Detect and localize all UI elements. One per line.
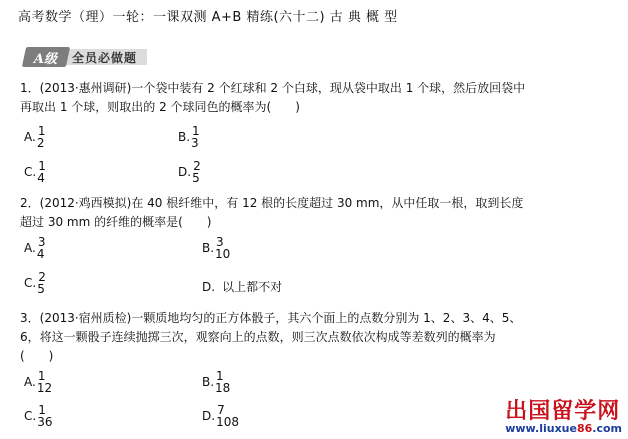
option-label: B. <box>202 241 215 255</box>
fraction: 3 10 <box>215 235 231 261</box>
question-1-line-2: 再取出 1 个球，则取出的 2 个球同色的概率为( ) <box>20 100 300 114</box>
q3-option-d <box>202 404 239 428</box>
q2-option-a <box>24 236 45 260</box>
option-text: 以上都不对 <box>222 280 283 294</box>
q3-option-a <box>24 370 52 394</box>
fraction: 1 12 <box>36 369 53 395</box>
question-3-line-3: ( ) <box>20 349 54 363</box>
q2-option-c <box>24 271 46 295</box>
question-2-line-1: 2．(2012·鸡西模拟)在 40 根纤维中，有 12 根的长度超过 30 mm，从中任取一根，取到长度 <box>20 196 524 210</box>
level-badge <box>24 46 147 68</box>
level-label: 全员必做题 <box>64 49 147 65</box>
fraction: 1 18 <box>215 369 231 395</box>
fraction: 1 3 <box>191 124 200 150</box>
option-label: D. <box>178 165 192 179</box>
fraction: 1 4 <box>37 159 46 185</box>
fraction: 1 2 <box>36 124 46 150</box>
q2-option-b <box>202 236 230 260</box>
q3-option-b <box>202 370 230 394</box>
q2-option-d <box>202 278 282 295</box>
option-label: D. <box>202 409 216 423</box>
fraction: 3 4 <box>36 235 46 261</box>
fraction: 1 36 <box>37 403 53 429</box>
q1-option-c <box>24 160 46 184</box>
option-label: B. <box>202 375 215 389</box>
option-label: D. <box>202 279 216 294</box>
option-label: A. <box>24 375 36 389</box>
level-tag <box>22 47 70 67</box>
fraction: 7 108 <box>216 403 239 429</box>
option-label: C. <box>24 409 37 423</box>
question-2-line-2: 超过 30 mm 的纤维的概率是( ) <box>20 215 212 229</box>
option-label: B. <box>178 130 191 144</box>
q1-option-d <box>178 160 201 184</box>
option-label: A. <box>24 130 36 144</box>
option-label: C. <box>24 276 37 290</box>
question-3-line-1: 3．(2013·宿州质检)一颗质地均匀的正方体骰子，其六个面上的点数分别为 1、2、3、4、5、 <box>20 311 522 325</box>
question-3-line-2: 6，将这一颗骰子连续抛掷三次，观察向上的点数，则三次点数依次构成等差数列的概率为 <box>20 330 496 344</box>
q3-option-c <box>24 404 52 428</box>
site-watermark <box>505 399 622 435</box>
option-label: C. <box>24 165 37 179</box>
question-1-line-1: 1．(2013·惠州调研)一个袋中装有 2 个红球和 2 个白球，现从袋中取出 1 个球，然后放回袋中 <box>20 81 526 95</box>
q1-option-b <box>178 125 200 149</box>
watermark-url: www.liuxue86.com <box>505 422 622 435</box>
level-text: A级 <box>34 51 58 67</box>
q1-option-a <box>24 125 45 149</box>
page-title: 高考数学（理）一轮：一课双测 A+B 精练(六十二) 古 典 概 型 <box>18 10 398 25</box>
option-label: A. <box>24 241 36 255</box>
fraction: 2 5 <box>37 270 46 296</box>
fraction: 2 5 <box>192 159 201 185</box>
watermark-site-name: 出国留学网 <box>505 398 621 424</box>
